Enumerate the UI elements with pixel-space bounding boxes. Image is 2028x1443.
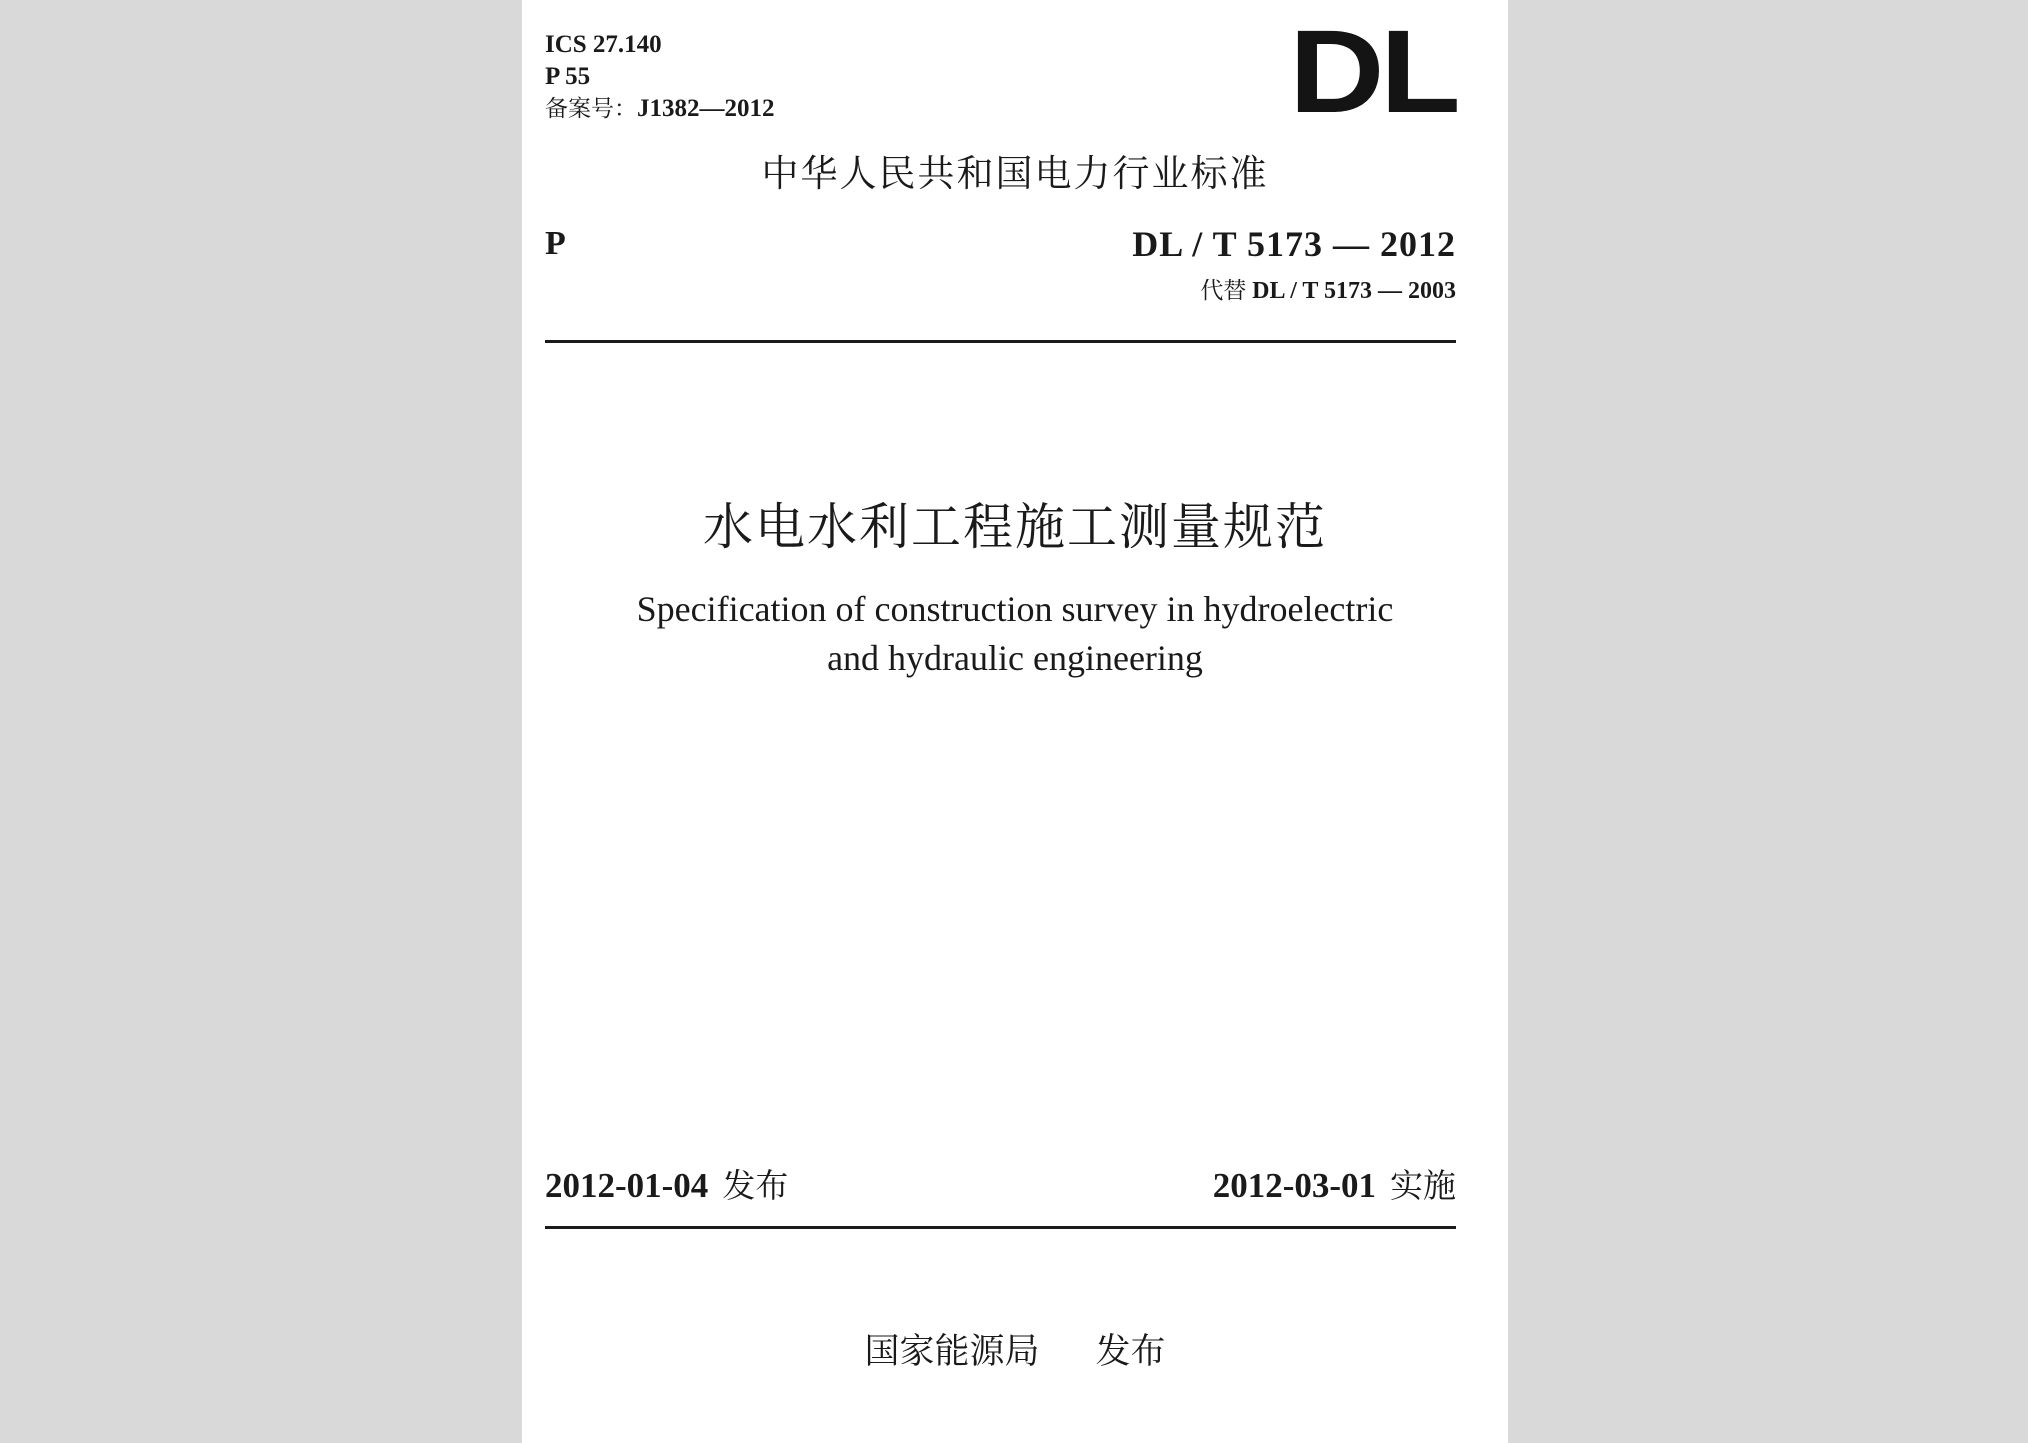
issue-label: 发布 <box>722 1166 789 1205</box>
title-english-line-1: Specification of construction survey in hydroelectric <box>636 589 1394 629</box>
publisher-line <box>522 1328 1508 1376</box>
issue-date-block <box>545 1162 788 1210</box>
replaces-number: DL / T 5173 — 2003 <box>1252 278 1456 304</box>
classification-letter: P <box>545 225 566 262</box>
publisher-name: 国家能源局 <box>864 1332 1040 1372</box>
title-english-line-2: and hydraulic engineering <box>827 638 1203 678</box>
title-chinese: 水电水利工程施工测量规范 <box>703 498 1327 556</box>
dl-logo: DL <box>1288 6 1456 138</box>
record-number <box>545 94 775 124</box>
replaces-label: 代替 <box>1200 278 1247 304</box>
issue-date: 2012-01-04 <box>545 1166 709 1205</box>
effective-date-block <box>1213 1162 1456 1210</box>
publisher-action: 发布 <box>1095 1332 1166 1372</box>
effective-label: 实施 <box>1390 1166 1456 1205</box>
standard-number: DL / T 5173 — 2012 <box>1132 224 1456 264</box>
title-english <box>522 585 1508 683</box>
replaces-standard <box>1200 276 1456 306</box>
ccs-code: P 55 <box>545 63 591 90</box>
header-divider <box>545 340 1456 343</box>
footer-divider <box>545 1226 1456 1229</box>
industry-standard-title: 中华人民共和国电力行业标准 <box>761 152 1269 195</box>
record-number-label: 备案号： <box>545 96 637 122</box>
effective-date: 2012-03-01 <box>1212 1166 1376 1205</box>
document-cover-page <box>522 0 1508 1443</box>
ics-code: ICS 27.140 <box>545 31 662 58</box>
record-number-value: J1382—2012 <box>637 95 775 122</box>
